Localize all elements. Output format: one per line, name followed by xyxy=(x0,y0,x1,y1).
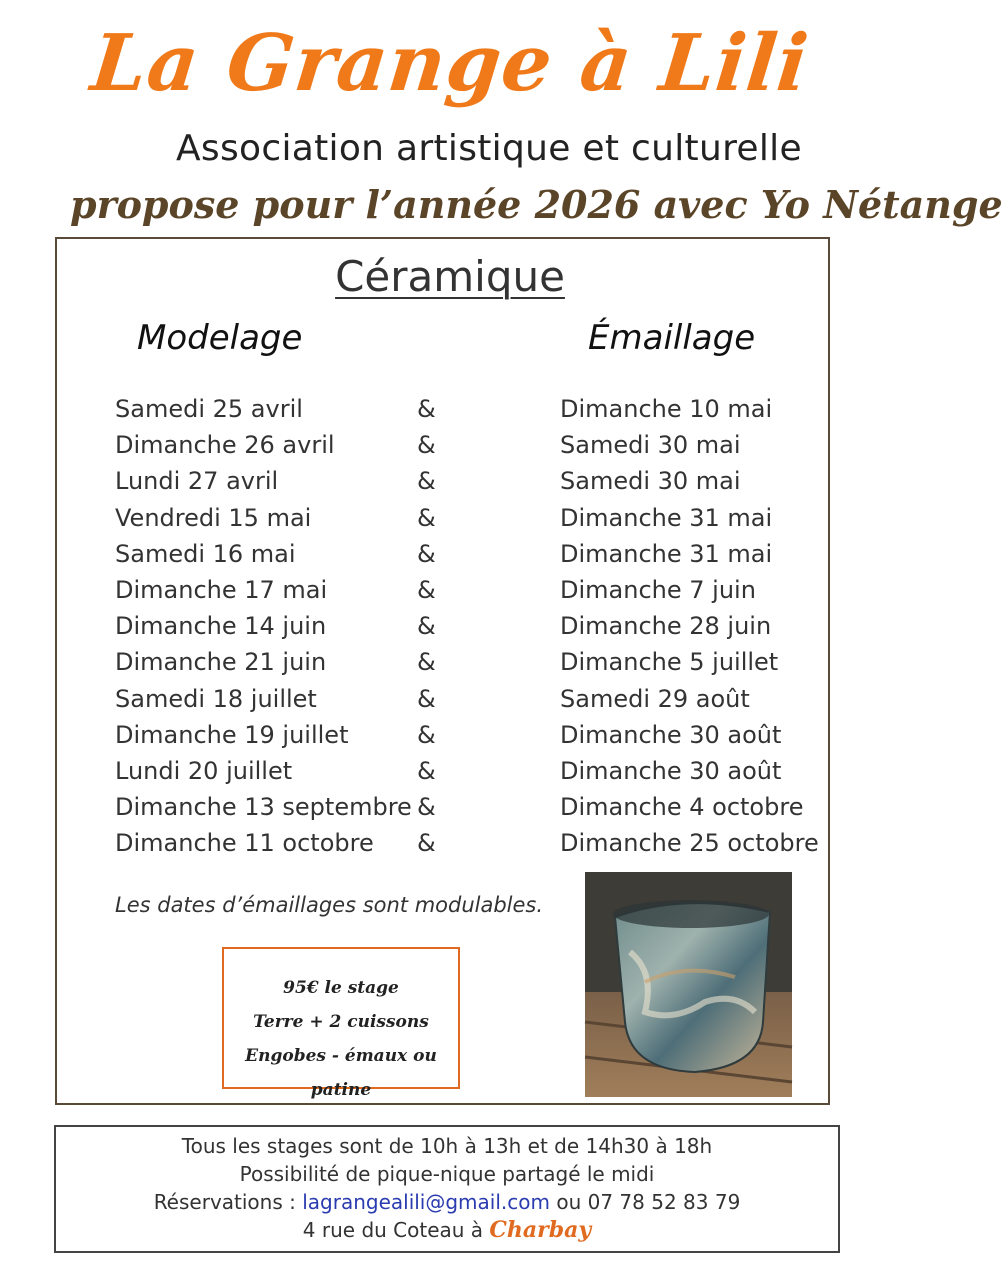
glaze-line: Engobes - émaux ou patine xyxy=(245,1046,437,1100)
modelage-date: Dimanche 11 octobre xyxy=(115,829,374,858)
address-text: 4 rue du Coteau à xyxy=(302,1218,484,1242)
ampersand: & xyxy=(417,467,436,496)
modelage-heading: Modelage xyxy=(137,318,303,358)
modelage-date: Dimanche 26 avril xyxy=(115,431,335,460)
modelage-date: Dimanche 14 juin xyxy=(115,612,327,641)
schedule-row xyxy=(115,608,835,644)
modelage-date: Samedi 18 juillet xyxy=(115,684,317,713)
ampersand: & xyxy=(417,539,436,568)
picnic-line: Possibilité de pique-nique partagé le midi xyxy=(239,1162,655,1186)
modelage-date: Lundi 20 juillet xyxy=(115,756,293,785)
ampersand: & xyxy=(417,612,436,641)
hours-line: Tous les stages sont de 10h à 13h et de 14h30 à 18h xyxy=(181,1134,713,1158)
reservations-line xyxy=(56,1188,838,1216)
emaillage-date: Dimanche 31 mai xyxy=(560,539,773,568)
ampersand: & xyxy=(417,720,436,749)
modelage-date: Dimanche 19 juillet xyxy=(115,720,349,749)
emaillage-date: Samedi 30 mai xyxy=(560,431,741,460)
modelage-date: Samedi 25 avril xyxy=(115,395,303,423)
association-subtitle: Association artistique et culturelle xyxy=(176,128,802,169)
modelage-date: Dimanche 13 septembre xyxy=(115,793,412,822)
ampersand: & xyxy=(417,793,436,822)
schedule-row xyxy=(115,753,835,789)
ceramic-bowl-photo xyxy=(585,872,792,1097)
schedule-row xyxy=(115,789,835,825)
schedule-row xyxy=(115,463,835,499)
schedule-row xyxy=(115,681,835,717)
emaillage-date: Samedi 30 mai xyxy=(560,467,741,496)
section-title-text: Céramique xyxy=(335,252,565,301)
proposal-line: propose pour l’année 2026 avec Yo Nétange xyxy=(70,182,1003,227)
emaillage-date: Dimanche 30 août xyxy=(560,720,782,749)
emaillage-date: Dimanche 31 mai xyxy=(560,503,773,532)
schedule-row xyxy=(115,644,835,680)
schedule-list xyxy=(115,391,835,861)
pricing-box xyxy=(222,947,460,1100)
modelage-date: Vendredi 15 mai xyxy=(115,503,312,532)
emaillage-date: Dimanche 4 octobre xyxy=(560,793,804,822)
ampersand: & xyxy=(417,431,436,460)
modelage-date: Dimanche 21 juin xyxy=(115,648,327,677)
schedule-row xyxy=(115,500,835,536)
ampersand: & xyxy=(417,756,436,785)
emaillage-date: Dimanche 30 août xyxy=(560,756,782,785)
schedule-row xyxy=(115,427,835,463)
modelage-date: Lundi 27 avril xyxy=(115,467,279,496)
price-line: 95€ le stage xyxy=(283,978,399,998)
phone-number: ou 07 78 52 83 79 xyxy=(556,1190,741,1214)
emaillage-date: Dimanche 28 juin xyxy=(560,612,772,641)
schedule-row xyxy=(115,391,835,427)
schedule-row xyxy=(115,572,835,608)
schedule-row xyxy=(115,825,835,861)
modelage-date: Samedi 16 mai xyxy=(115,539,296,568)
address-line xyxy=(56,1216,838,1244)
ceramic-bowl-image xyxy=(585,872,792,1097)
town-name: Charbay xyxy=(489,1217,592,1243)
ampersand: & xyxy=(417,575,436,604)
emaillage-date: Dimanche 5 juillet xyxy=(560,648,779,677)
email-link[interactable]: lagrangealili@gmail.com xyxy=(302,1190,550,1214)
emaillage-date: Samedi 29 août xyxy=(560,684,750,713)
reservations-label: Réservations : xyxy=(153,1190,296,1214)
ampersand: & xyxy=(417,503,436,532)
ampersand: & xyxy=(417,829,436,858)
modulable-note: Les dates d’émaillages sont modulables. xyxy=(115,893,544,917)
clay-firing-line: Terre + 2 cuissons xyxy=(253,1012,429,1032)
emaillage-date: Dimanche 25 octobre xyxy=(560,829,819,858)
emaillage-heading: Émaillage xyxy=(588,318,756,358)
info-footer xyxy=(54,1125,840,1253)
emaillage-date: Dimanche 7 juin xyxy=(560,575,756,604)
ampersand: & xyxy=(417,684,436,713)
schedule-row xyxy=(115,717,835,753)
emaillage-date: Dimanche 10 mai xyxy=(560,395,773,423)
section-title xyxy=(0,252,900,301)
ampersand: & xyxy=(417,648,436,677)
modelage-date: Dimanche 17 mai xyxy=(115,575,328,604)
page-title: La Grange à Lili xyxy=(87,18,813,109)
schedule-row xyxy=(115,536,835,572)
ampersand: & xyxy=(417,395,436,423)
